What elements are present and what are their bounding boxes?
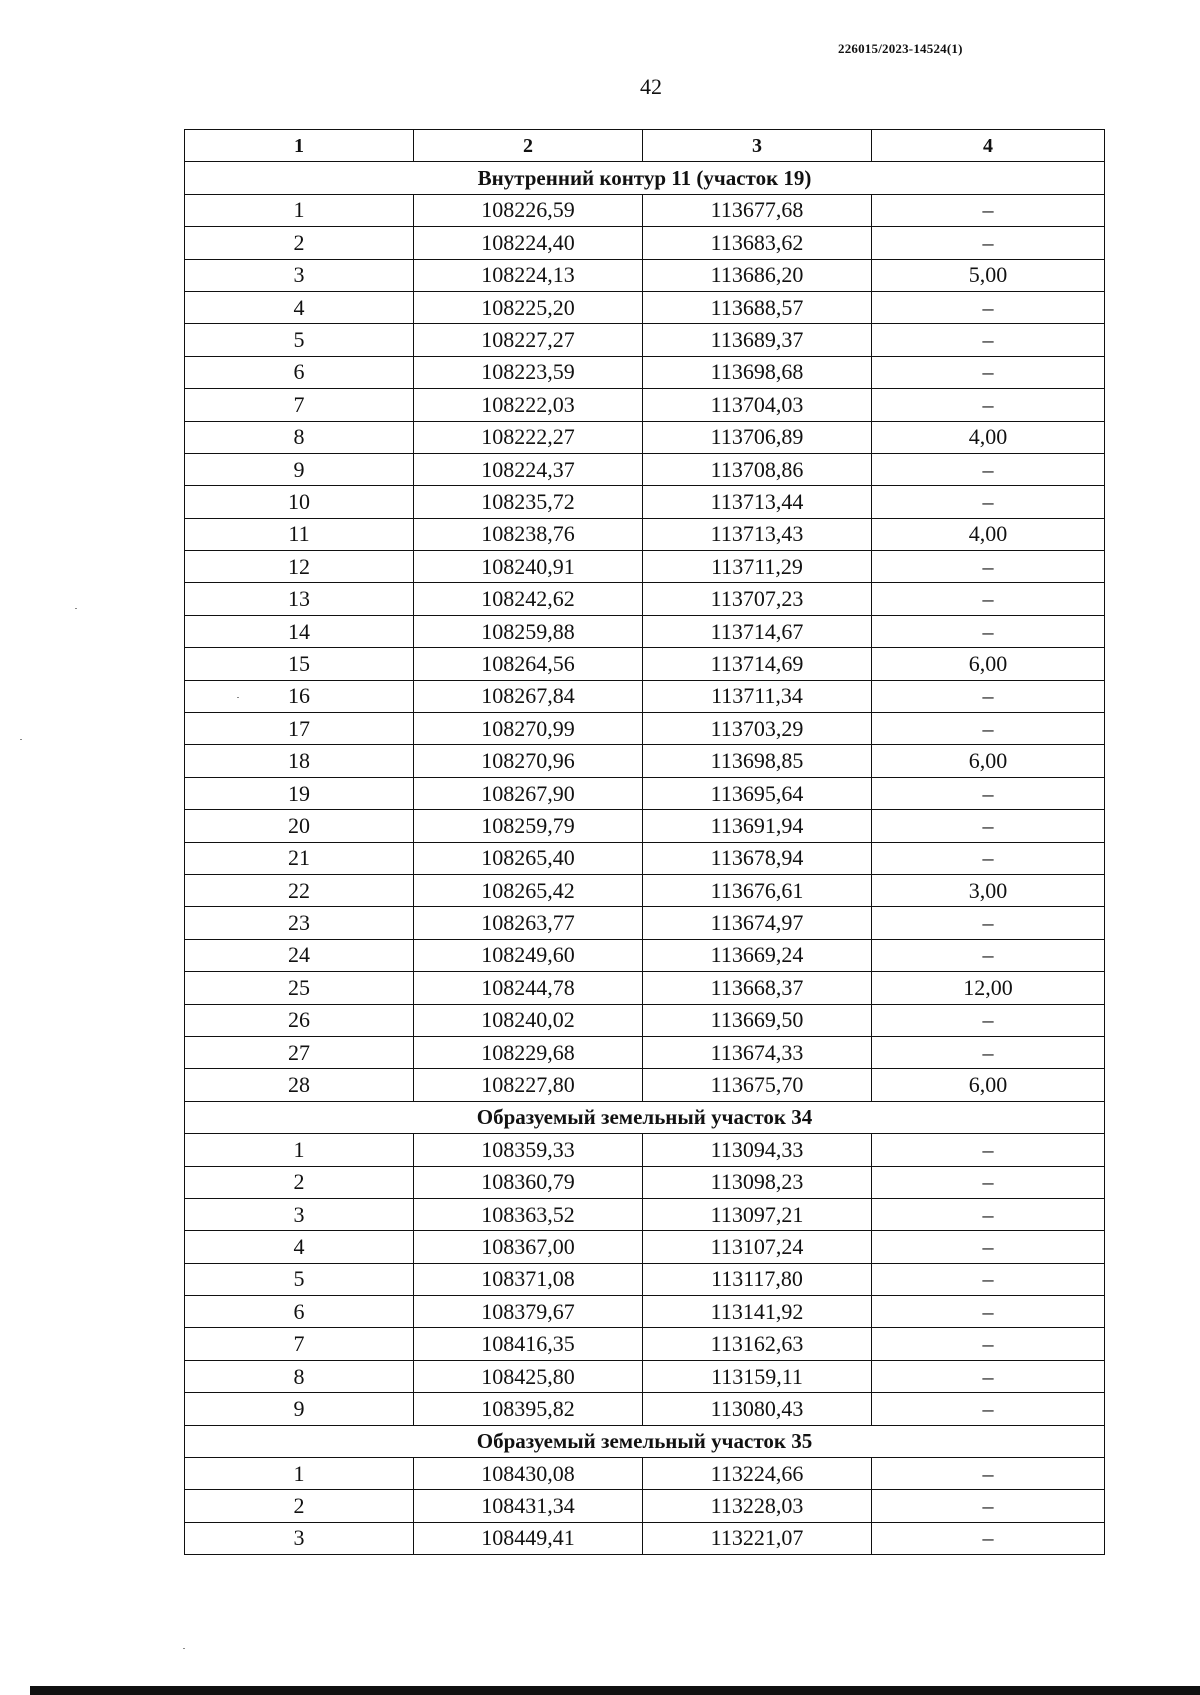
y-coordinate-cell: 113117,80 [643,1263,872,1295]
point-number-cell: 7 [185,1328,414,1360]
table-row [185,356,1105,388]
value-cell: – [872,291,1105,323]
value-cell: – [872,1522,1105,1554]
x-coordinate-cell: 108363,52 [414,1198,643,1230]
point-number-cell: 17 [185,713,414,745]
value-cell: – [872,1166,1105,1198]
x-coordinate-cell: 108224,37 [414,453,643,485]
point-number-cell: 1 [185,1458,414,1490]
table-row [185,1360,1105,1392]
value-cell: 12,00 [872,972,1105,1004]
scan-speck [183,1648,185,1649]
y-coordinate-cell: 113714,69 [643,648,872,680]
point-number-cell: 27 [185,1036,414,1068]
table-body [185,162,1105,1555]
y-coordinate-cell: 113228,03 [643,1490,872,1522]
x-coordinate-cell: 108223,59 [414,356,643,388]
value-cell: 4,00 [872,518,1105,550]
table-row [185,486,1105,518]
table-row [185,680,1105,712]
x-coordinate-cell: 108240,02 [414,1004,643,1036]
value-cell: – [872,810,1105,842]
y-coordinate-cell: 113711,34 [643,680,872,712]
y-coordinate-cell: 113698,68 [643,356,872,388]
point-number-cell: 2 [185,227,414,259]
table-row [185,1231,1105,1263]
y-coordinate-cell: 113668,37 [643,972,872,1004]
value-cell: – [872,389,1105,421]
point-number-cell: 2 [185,1166,414,1198]
value-cell: – [872,227,1105,259]
value-cell: – [872,356,1105,388]
y-coordinate-cell: 113706,89 [643,421,872,453]
table-row [185,907,1105,939]
point-number-cell: 3 [185,1198,414,1230]
x-coordinate-cell: 108222,27 [414,421,643,453]
column-header-2: 2 [414,130,643,162]
table-row [185,324,1105,356]
y-coordinate-cell: 113708,86 [643,453,872,485]
table-row [185,1004,1105,1036]
x-coordinate-cell: 108267,90 [414,777,643,809]
y-coordinate-cell: 113714,67 [643,615,872,647]
table-row [185,810,1105,842]
value-cell: – [872,1296,1105,1328]
y-coordinate-cell: 113686,20 [643,259,872,291]
table-row [185,1490,1105,1522]
point-number-cell: 3 [185,1522,414,1554]
point-number-cell: 13 [185,583,414,615]
x-coordinate-cell: 108225,20 [414,291,643,323]
point-number-cell: 22 [185,874,414,906]
x-coordinate-cell: 108227,27 [414,324,643,356]
y-coordinate-cell: 113683,62 [643,227,872,259]
value-cell: – [872,1004,1105,1036]
y-coordinate-cell: 113689,37 [643,324,872,356]
x-coordinate-cell: 108371,08 [414,1263,643,1295]
value-cell: – [872,842,1105,874]
y-coordinate-cell: 113678,94 [643,842,872,874]
table-row [185,648,1105,680]
point-number-cell: 10 [185,486,414,518]
x-coordinate-cell: 108416,35 [414,1328,643,1360]
x-coordinate-cell: 108270,96 [414,745,643,777]
section-title: Образуемый земельный участок 34 [185,1101,1105,1133]
section-row [185,1101,1105,1133]
x-coordinate-cell: 108449,41 [414,1522,643,1554]
table-row [185,972,1105,1004]
value-cell: 3,00 [872,874,1105,906]
point-number-cell: 19 [185,777,414,809]
value-cell: 6,00 [872,745,1105,777]
value-cell: – [872,1263,1105,1295]
point-number-cell: 9 [185,1393,414,1425]
y-coordinate-cell: 113698,85 [643,745,872,777]
point-number-cell: 5 [185,324,414,356]
table-row [185,874,1105,906]
point-number-cell: 1 [185,194,414,226]
x-coordinate-cell: 108240,91 [414,551,643,583]
y-coordinate-cell: 113674,33 [643,1036,872,1068]
y-coordinate-cell: 113704,03 [643,389,872,421]
x-coordinate-cell: 108259,88 [414,615,643,647]
x-coordinate-cell: 108238,76 [414,518,643,550]
y-coordinate-cell: 113098,23 [643,1166,872,1198]
value-cell: – [872,1393,1105,1425]
point-number-cell: 20 [185,810,414,842]
y-coordinate-cell: 113224,66 [643,1458,872,1490]
x-coordinate-cell: 108224,40 [414,227,643,259]
point-number-cell: 1 [185,1134,414,1166]
x-coordinate-cell: 108431,34 [414,1490,643,1522]
x-coordinate-cell: 108242,62 [414,583,643,615]
value-cell: 4,00 [872,421,1105,453]
point-number-cell: 8 [185,421,414,453]
table-row [185,421,1105,453]
table-row [185,1198,1105,1230]
table-row [185,713,1105,745]
value-cell: – [872,713,1105,745]
point-number-cell: 14 [185,615,414,647]
x-coordinate-cell: 108425,80 [414,1360,643,1392]
point-number-cell: 8 [185,1360,414,1392]
x-coordinate-cell: 108226,59 [414,194,643,226]
y-coordinate-cell: 113669,24 [643,939,872,971]
value-cell: – [872,1198,1105,1230]
section-title: Внутренний контур 11 (участок 19) [185,162,1105,194]
table-row [185,1296,1105,1328]
point-number-cell: 28 [185,1069,414,1101]
y-coordinate-cell: 113080,43 [643,1393,872,1425]
value-cell: 6,00 [872,648,1105,680]
value-cell: – [872,1231,1105,1263]
x-coordinate-cell: 108229,68 [414,1036,643,1068]
table-row [185,194,1105,226]
header-row [185,130,1105,162]
table-row [185,1134,1105,1166]
x-coordinate-cell: 108224,13 [414,259,643,291]
value-cell: – [872,1036,1105,1068]
table-row [185,745,1105,777]
table-row [185,1036,1105,1068]
value-cell: – [872,551,1105,583]
column-header-3: 3 [643,130,872,162]
point-number-cell: 24 [185,939,414,971]
y-coordinate-cell: 113677,68 [643,194,872,226]
value-cell: – [872,453,1105,485]
x-coordinate-cell: 108264,56 [414,648,643,680]
y-coordinate-cell: 113094,33 [643,1134,872,1166]
value-cell: – [872,1134,1105,1166]
y-coordinate-cell: 113162,63 [643,1328,872,1360]
value-cell: – [872,615,1105,647]
value-cell: – [872,1328,1105,1360]
table-row [185,939,1105,971]
section-row [185,162,1105,194]
x-coordinate-cell: 108235,72 [414,486,643,518]
value-cell: – [872,680,1105,712]
y-coordinate-cell: 113711,29 [643,551,872,583]
value-cell: – [872,907,1105,939]
point-number-cell: 25 [185,972,414,1004]
point-number-cell: 15 [185,648,414,680]
table-row [185,1166,1105,1198]
y-coordinate-cell: 113703,29 [643,713,872,745]
y-coordinate-cell: 113107,24 [643,1231,872,1263]
x-coordinate-cell: 108379,67 [414,1296,643,1328]
value-cell: – [872,777,1105,809]
table-row [185,1393,1105,1425]
table-row [185,615,1105,647]
y-coordinate-cell: 113097,21 [643,1198,872,1230]
scan-edge-bar [30,1686,1200,1695]
y-coordinate-cell: 113221,07 [643,1522,872,1554]
table-row [185,842,1105,874]
table-row [185,259,1105,291]
value-cell: 5,00 [872,259,1105,291]
y-coordinate-cell: 113669,50 [643,1004,872,1036]
table-row [185,518,1105,550]
column-header-1: 1 [185,130,414,162]
point-number-cell: 4 [185,1231,414,1263]
y-coordinate-cell: 113688,57 [643,291,872,323]
value-cell: – [872,324,1105,356]
table-row [185,291,1105,323]
point-number-cell: 18 [185,745,414,777]
value-cell: – [872,194,1105,226]
point-number-cell: 16 [185,680,414,712]
x-coordinate-cell: 108430,08 [414,1458,643,1490]
scan-speck [75,608,77,609]
value-cell: – [872,1490,1105,1522]
coordinates-table [184,129,1105,1555]
x-coordinate-cell: 108265,40 [414,842,643,874]
scan-speck [20,739,22,740]
point-number-cell: 9 [185,453,414,485]
section-title: Образуемый земельный участок 35 [185,1425,1105,1457]
x-coordinate-cell: 108227,80 [414,1069,643,1101]
table-row [185,389,1105,421]
point-number-cell: 7 [185,389,414,421]
y-coordinate-cell: 113713,43 [643,518,872,550]
table-row [185,1069,1105,1101]
section-row [185,1425,1105,1457]
table-row [185,227,1105,259]
x-coordinate-cell: 108359,33 [414,1134,643,1166]
column-header-4: 4 [872,130,1105,162]
point-number-cell: 12 [185,551,414,583]
y-coordinate-cell: 113141,92 [643,1296,872,1328]
y-coordinate-cell: 113713,44 [643,486,872,518]
table-row [185,1522,1105,1554]
value-cell: – [872,583,1105,615]
page-number: 42 [640,74,662,99]
table-row [185,777,1105,809]
y-coordinate-cell: 113675,70 [643,1069,872,1101]
table-row [185,1328,1105,1360]
table-row [185,1458,1105,1490]
x-coordinate-cell: 108263,77 [414,907,643,939]
x-coordinate-cell: 108360,79 [414,1166,643,1198]
table-row [185,453,1105,485]
value-cell: 6,00 [872,1069,1105,1101]
table-row [185,1263,1105,1295]
value-cell: – [872,486,1105,518]
x-coordinate-cell: 108249,60 [414,939,643,971]
table-row [185,583,1105,615]
value-cell: – [872,939,1105,971]
x-coordinate-cell: 108265,42 [414,874,643,906]
point-number-cell: 3 [185,259,414,291]
x-coordinate-cell: 108259,79 [414,810,643,842]
point-number-cell: 21 [185,842,414,874]
document-id: 226015/2023-14524(1) [838,41,963,56]
x-coordinate-cell: 108270,99 [414,713,643,745]
value-cell: – [872,1360,1105,1392]
scan-speck [237,697,239,698]
x-coordinate-cell: 108395,82 [414,1393,643,1425]
y-coordinate-cell: 113695,64 [643,777,872,809]
x-coordinate-cell: 108244,78 [414,972,643,1004]
y-coordinate-cell: 113707,23 [643,583,872,615]
y-coordinate-cell: 113159,11 [643,1360,872,1392]
point-number-cell: 2 [185,1490,414,1522]
point-number-cell: 6 [185,356,414,388]
x-coordinate-cell: 108222,03 [414,389,643,421]
y-coordinate-cell: 113691,94 [643,810,872,842]
value-cell: – [872,1458,1105,1490]
y-coordinate-cell: 113674,97 [643,907,872,939]
point-number-cell: 11 [185,518,414,550]
point-number-cell: 4 [185,291,414,323]
point-number-cell: 5 [185,1263,414,1295]
y-coordinate-cell: 113676,61 [643,874,872,906]
table-row [185,551,1105,583]
point-number-cell: 23 [185,907,414,939]
x-coordinate-cell: 108267,84 [414,680,643,712]
point-number-cell: 26 [185,1004,414,1036]
point-number-cell: 6 [185,1296,414,1328]
x-coordinate-cell: 108367,00 [414,1231,643,1263]
